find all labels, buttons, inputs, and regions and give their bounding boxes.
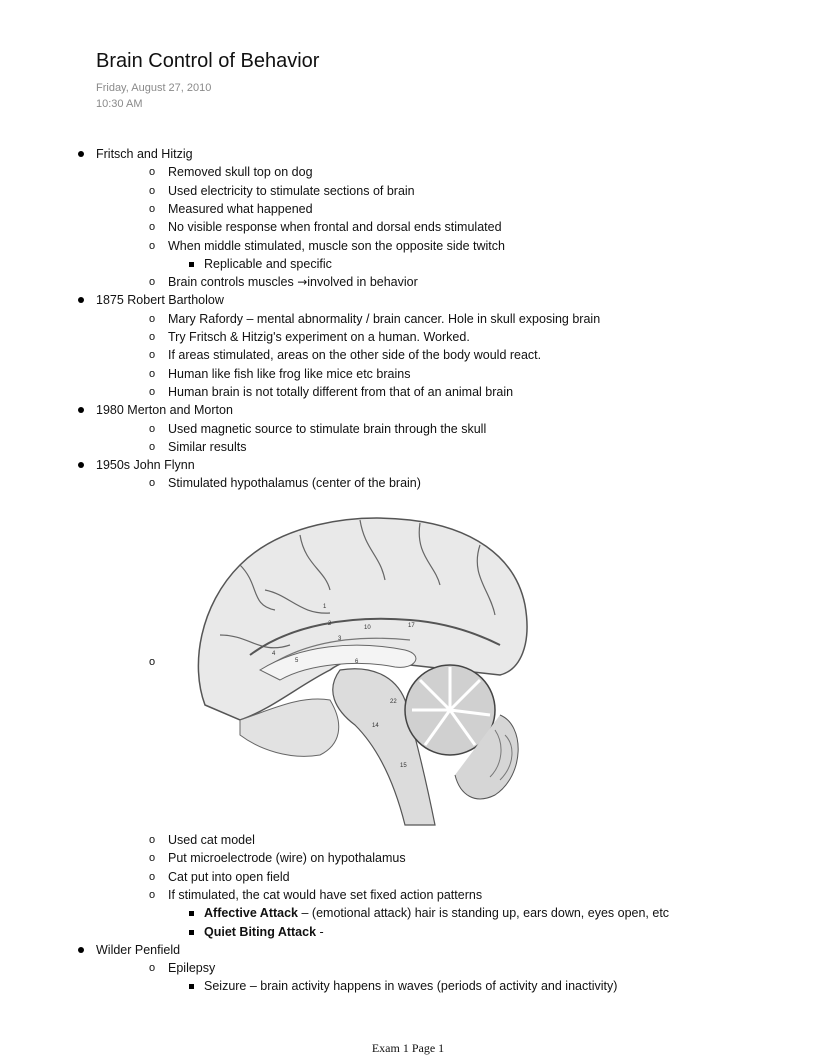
outline-item-text: Stimulated hypothalamus (center of the brain): [168, 476, 421, 491]
outline-item-text: Used electricity to stimulate sections of brain: [168, 183, 415, 198]
outline-item: [96, 291, 224, 309]
outline-item: [96, 401, 233, 419]
arrow-right-icon: →: [297, 275, 308, 290]
bullet-circle-icon: o: [149, 331, 156, 343]
outline-item-text: – (emotional attack) hair is standing up, ears down, eyes open, etc: [298, 906, 670, 921]
outline-item: [96, 456, 195, 474]
bullet-circle-icon: o: [149, 962, 156, 975]
figure-label: 17: [408, 623, 415, 629]
bullet-circle-icon: o: [149, 166, 156, 179]
bullet-dot-icon: [78, 462, 84, 468]
outline-item-text: Mary Rafordy – mental abnormality / brain cancer. Hole in skull exposing brain: [168, 311, 601, 326]
figure-label: 6: [355, 659, 359, 665]
outline-item-text: 1950s John Flynn: [96, 458, 195, 473]
outline-item-text: Used magnetic source to stimulate brain through the skull: [168, 421, 487, 436]
figure-label: 14: [372, 723, 379, 729]
bullet-circle-icon: o: [149, 852, 156, 865]
figure-label: 15: [400, 763, 407, 769]
outline-item-text: Seizure – brain activity happens in waves (periods of activity and inactivity): [204, 979, 618, 994]
figure-label: 22: [390, 699, 397, 705]
outline-item: [149, 182, 415, 200]
outline-item-text: Replicable and specific: [204, 256, 332, 271]
outline-item-text: If areas stimulated, areas on the other side of the body would react.: [168, 348, 542, 363]
outline-item-text: Cat put into open field: [168, 869, 290, 884]
bullet-dot-icon: [78, 947, 84, 953]
bullet-circle-icon: o: [149, 834, 156, 846]
outline-item-text: Put microelectrode (wire) on hypothalamus: [168, 851, 406, 866]
bullet-square-icon: [189, 262, 194, 267]
outline-item-text: Try Fritsch & Hitzig's experiment on a human. Worked.: [168, 330, 470, 344]
outline-item: [149, 383, 514, 401]
outline-item-emphasis: Affective Attack: [204, 906, 299, 921]
outline-item-text: When middle stimulated, muscle son the opposite side twitch: [168, 238, 505, 253]
bullet-circle-icon: o: [149, 477, 156, 490]
outline-item: [149, 438, 247, 456]
figure-bullet: o: [149, 656, 156, 668]
outline-item: [149, 346, 542, 364]
outline-item: [149, 328, 470, 346]
outline-item-text: Wilder Penfield: [96, 942, 181, 957]
outline-item: [149, 420, 487, 438]
outline-item: [204, 923, 324, 941]
outline-item: [149, 474, 421, 492]
bullet-square-icon: [189, 930, 194, 935]
outline-item-text: Human like fish like frog like mice etc brains: [168, 366, 411, 381]
bullet-circle-icon: o: [149, 221, 156, 234]
bullet-circle-icon: o: [149, 239, 156, 252]
outline-item-text: involved in behavior: [307, 275, 418, 290]
outline-item-text: -: [316, 924, 324, 939]
outline-item-text: Measured what happened: [168, 201, 313, 216]
bullet-circle-icon: o: [149, 184, 156, 197]
page-footer: Exam 1 Page 1: [371, 1041, 445, 1055]
outline-item-text: Fritsch and Hitzig: [96, 147, 193, 161]
outline-item: [149, 273, 418, 291]
bullet-circle-icon: o: [149, 888, 156, 901]
bullet-circle-icon: o: [149, 202, 156, 215]
brain-sagittal-illustration: [180, 495, 532, 830]
outline-item-text: Epilepsy: [168, 961, 216, 976]
bullet-circle-icon: o: [149, 385, 156, 398]
outline-item-text: Brain controls muscles: [168, 275, 298, 290]
outline-item-text: No visible response when frontal and dorsal ends stimulated: [168, 220, 502, 235]
outline-item: [149, 218, 502, 236]
figure-label: 10: [364, 625, 371, 631]
figure-label: 5: [295, 658, 299, 664]
outline-item: [96, 145, 193, 163]
bullet-circle-icon: o: [149, 312, 156, 325]
outline-item: [204, 977, 617, 995]
bullet-circle-icon: o: [149, 870, 156, 883]
outline-item: [149, 886, 483, 904]
outline-item: [149, 200, 313, 218]
bullet-circle-icon: o: [149, 440, 156, 453]
outline-item-text: Removed skull top on dog: [168, 165, 313, 180]
figure-label: 3: [338, 636, 342, 642]
figure-label: 1: [323, 604, 327, 610]
bullet-circle-icon: o: [149, 349, 156, 362]
outline-item: [149, 868, 290, 886]
outline-item-text: 1980 Merton and Morton: [96, 403, 233, 418]
bullet-dot-icon: [78, 151, 84, 157]
bullet-circle-icon: o: [149, 276, 156, 289]
outline-item-text: If stimulated, the cat would have set fixed action patterns: [168, 887, 483, 902]
bullet-square-icon: [189, 911, 194, 916]
outline-item: [96, 941, 180, 959]
bullet-circle-icon: o: [149, 422, 156, 435]
outline-item: [204, 255, 332, 273]
outline-item: [149, 163, 313, 181]
outline-item-text: Human brain is not totally different from that of an animal brain: [168, 384, 514, 399]
outline-item: [204, 904, 669, 922]
outline-item: [149, 365, 411, 383]
outline-item: [149, 237, 505, 255]
bullet-circle-icon: o: [149, 367, 156, 380]
outline-item-text: Used cat model: [168, 833, 255, 847]
outline-item-emphasis: Quiet Biting Attack: [204, 924, 317, 939]
outline-item: [149, 310, 601, 328]
outline-item: [149, 831, 255, 849]
note-time: 10:30 AM: [96, 98, 143, 110]
outline-item-text: 1875 Robert Bartholow: [96, 293, 224, 308]
note-title: Brain Control of Behavior: [96, 50, 320, 72]
bullet-dot-icon: [78, 407, 84, 413]
outline-item: [149, 849, 406, 867]
figure-label: 2: [328, 621, 332, 627]
figure-label: 4: [272, 651, 276, 657]
bullet-square-icon: [189, 984, 194, 989]
outline-item: [149, 959, 216, 977]
outline-item-text: Similar results: [168, 439, 247, 454]
bullet-dot-icon: [78, 297, 84, 303]
note-date: Friday, August 27, 2010: [96, 82, 212, 94]
